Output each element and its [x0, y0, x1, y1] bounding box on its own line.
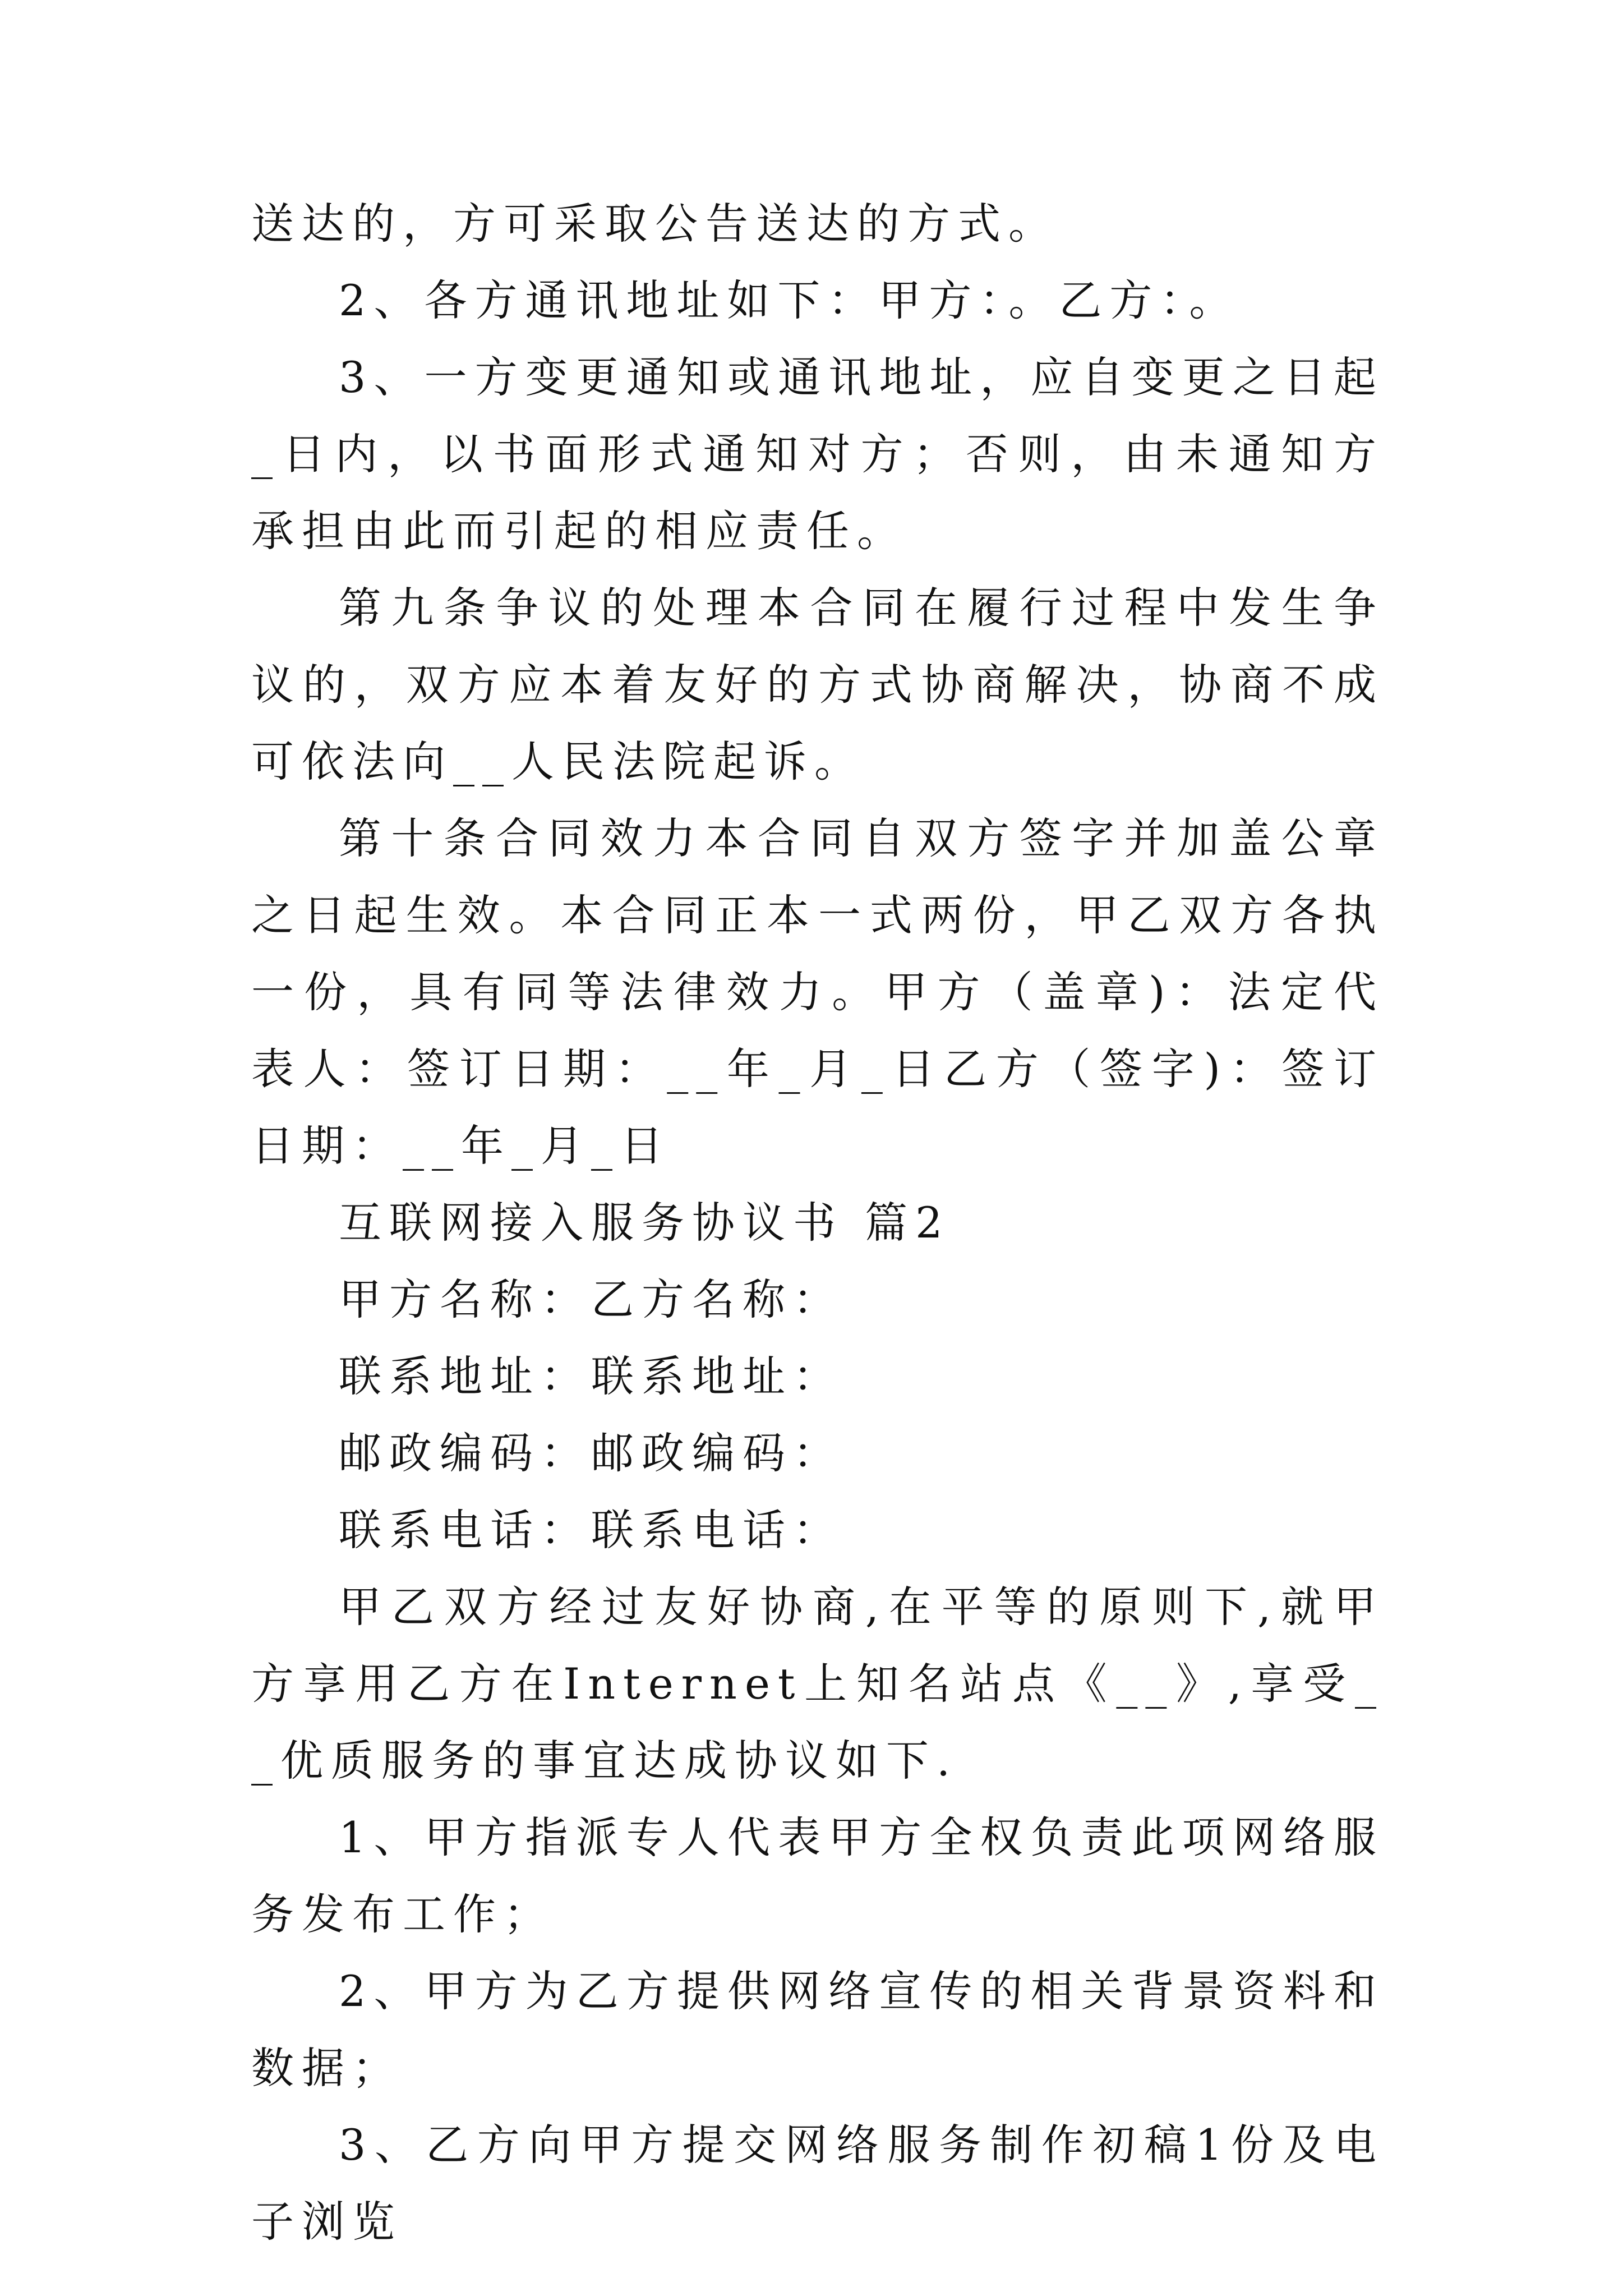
paragraph-contact-address: 联系地址：联系地址： — [339, 1351, 843, 1401]
paragraph-clause-3: 3、乙方向甲方提交网络服务制作初稿1份及电子浏览 — [251, 2120, 1384, 2247]
paragraph-delivery-method: 送达的，方可采取公告送达的方式。 — [251, 199, 1059, 249]
paragraph-contact-phone: 联系电话：联系电话： — [339, 1505, 843, 1555]
section-heading-agreement-2: 互联网接入服务协议书 篇2 — [339, 1198, 951, 1248]
paragraph-agreement-intro: 甲乙双方经过友好协商,在平等的原则下,就甲方享用乙方在Internet上知名站点《__》,享受__优质服务的事宜达成协议如下. — [251, 1582, 1384, 1786]
paragraph-addresses: 2、各方通讯地址如下：甲方：。乙方：。 — [339, 275, 1240, 325]
paragraph-clause-2: 2、甲方为乙方提供网络宣传的相关背景资料和数据； — [251, 1966, 1384, 2093]
paragraph-article-9-dispute: 第九条争议的处理本合同在履行过程中发生争议的，双方应本着友好的方式协商解决，协商不成可依法向__人民法院起诉。 — [251, 583, 1384, 786]
paragraph-address-change: 3、一方变更通知或通讯地址，应自变更之日起_日内，以书面形式通知对方；否则，由未通知方承担由此而引起的相应责任。 — [251, 352, 1384, 556]
paragraph-article-10-effect: 第十条合同效力本合同自双方签字并加盖公章之日起生效。本合同正本一式两份，甲乙双方各执一份，具有同等法律效力。甲方（盖章)：法定代表人：签订日期：__年_月_日乙方（签字)：签订日期：__年_月_日 — [251, 813, 1384, 1171]
paragraph-clause-1: 1、甲方指派专人代表甲方全权负责此项网络服务发布工作； — [251, 1812, 1384, 1939]
paragraph-party-names: 甲方名称：乙方名称： — [339, 1274, 843, 1324]
paragraph-postal-code: 邮政编码：邮政编码： — [339, 1428, 843, 1478]
document-body — [251, 185, 1384, 2260]
